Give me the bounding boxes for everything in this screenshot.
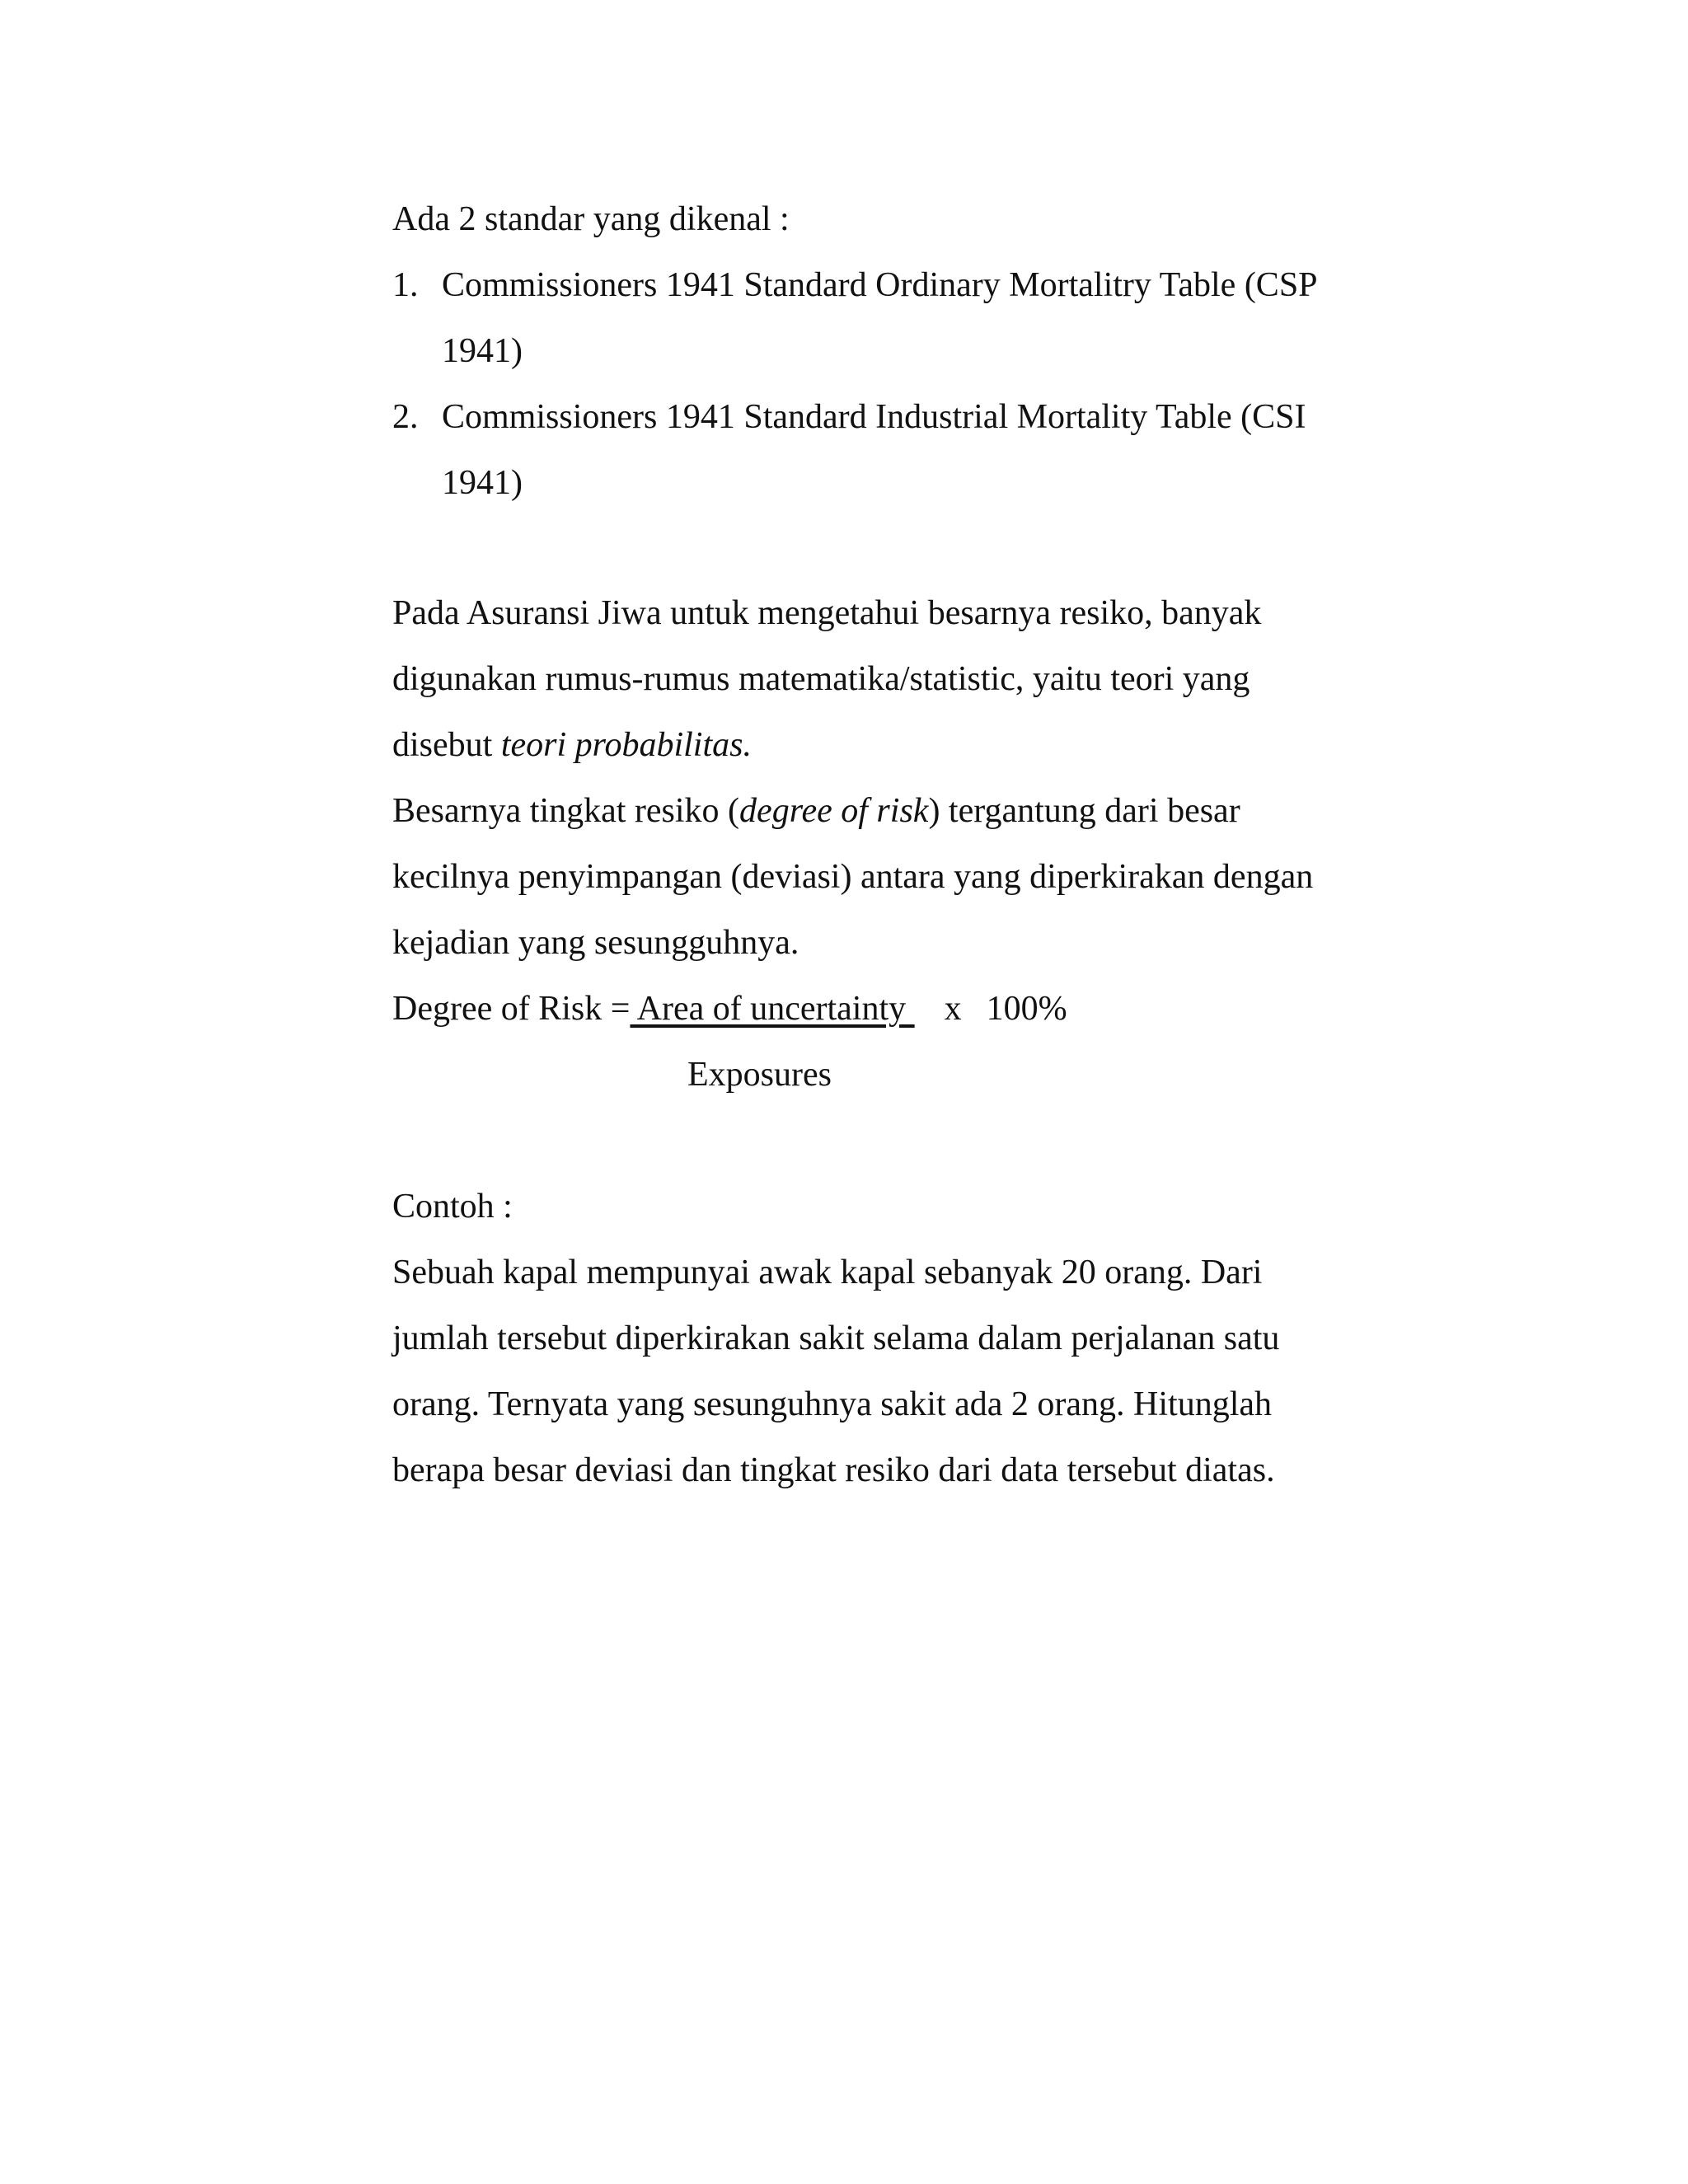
italic-term: teori probabilitas. [500, 726, 752, 764]
formula [392, 984, 1067, 1033]
example-line2: jumlah tersebut diperkirakan sakit selama dalam perjalanan satu [392, 1319, 1280, 1357]
standard-item-2-continuation: 1941) [442, 464, 523, 502]
paragraph2-line1 [392, 786, 1240, 836]
paragraph2-text-end: ) tergantung dari besar [928, 792, 1240, 830]
list-number: 2. [392, 398, 419, 436]
paragraph2-text-start: Besarnya tingkat resiko ( [392, 792, 740, 830]
standard-item-2 [392, 392, 1306, 442]
standard-item-1-continuation: 1941) [442, 332, 523, 370]
formula-percent: 100% [986, 990, 1067, 1028]
formula-times: x [944, 990, 962, 1028]
formula-denominator: Exposures [687, 1056, 832, 1094]
list-number: 1. [392, 266, 419, 304]
italic-term: degree of risk [739, 792, 929, 830]
list-item-text: Commissioners 1941 Standard Ordinary Mortalitry Table (CSP [442, 266, 1318, 304]
intro-text: Ada 2 standar yang dikenal : [392, 200, 790, 238]
paragraph2-line2: kecilnya penyimpangan (deviasi) antara yang diperkirakan dengan [392, 858, 1314, 896]
paragraph2-line3: kejadian yang sesungguhnya. [392, 924, 799, 962]
example-line3: orang. Ternyata yang sesunguhnya sakit ada 2 orang. Hitunglah [392, 1385, 1273, 1423]
formula-numerator: Area of uncertainty [630, 990, 915, 1028]
example-line1: Sebuah kapal mempunyai awak kapal sebanyak 20 orang. Dari [392, 1254, 1263, 1291]
paragraph1-line3 [392, 720, 752, 770]
paragraph1-line1: Pada Asuransi Jiwa untuk mengetahui besarnya resiko, banyak [392, 594, 1262, 632]
example-line4: berapa besar deviasi dan tingkat resiko dari data tersebut diatas. [392, 1451, 1275, 1489]
list-item-text: Commissioners 1941 Standard Industrial Mortality Table (CSI [442, 398, 1306, 436]
paragraph1-line3-text: disebut [392, 726, 501, 764]
paragraph1-line2: digunakan rumus-rumus matematika/statistic, yaitu teori yang [392, 660, 1250, 698]
standard-item-1 [392, 260, 1318, 310]
example-heading: Contoh : [392, 1188, 513, 1226]
formula-lhs: Degree of Risk = [392, 990, 631, 1028]
